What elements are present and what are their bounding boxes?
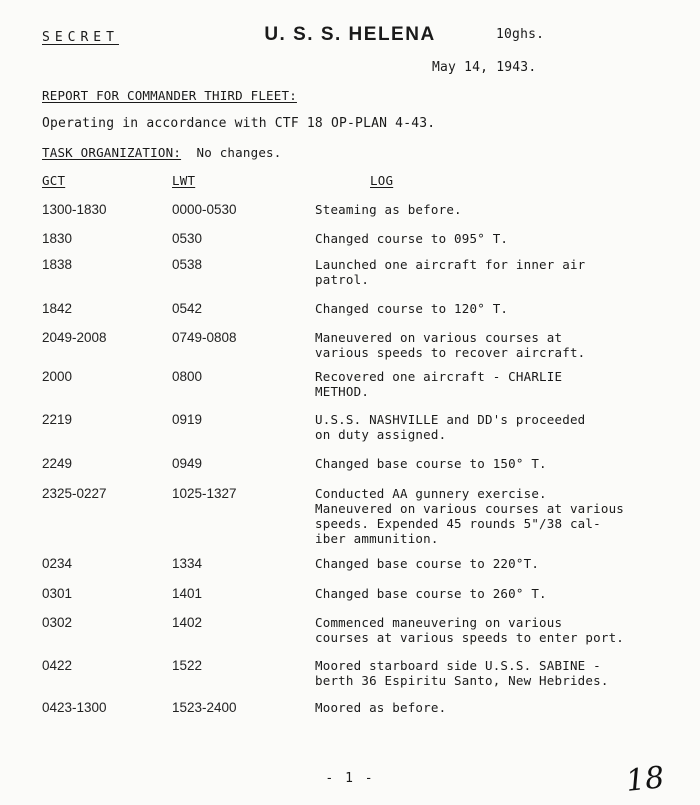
entry-gct-time: 2049-2008 xyxy=(42,330,107,345)
entry-gct-time: 0234 xyxy=(42,556,73,571)
entry-lwt-time: 1402 xyxy=(172,615,203,630)
ship-name-title: U. S. S. HELENA xyxy=(264,24,436,45)
entry-gct-time: 2000 xyxy=(42,369,73,384)
entry-gct-time: 1300-1830 xyxy=(42,202,107,217)
column-header-lwt: LWT xyxy=(172,173,196,188)
entry-lwt-time: 0000-0530 xyxy=(172,202,237,217)
task-organization-label: TASK ORGANIZATION: xyxy=(42,145,182,160)
entry-lwt-time: 0542 xyxy=(172,301,203,316)
entry-lwt-time: 0749-0808 xyxy=(172,330,237,345)
entry-log-text: U.S.S. NASHVILLE and DD's proceeded on duty assigned. xyxy=(315,412,586,442)
entry-log-text: Changed course to 095° T. xyxy=(315,231,509,246)
entry-lwt-time: 1523-2400 xyxy=(172,700,237,715)
entry-gct-time: 0301 xyxy=(42,586,73,601)
entry-log-text: Maneuvered on various courses at various speeds to recover aircraft. xyxy=(315,330,586,360)
entry-log-text: Changed base course to 150° T. xyxy=(315,456,547,471)
entry-lwt-time: 1401 xyxy=(172,586,203,601)
entry-lwt-time: 0538 xyxy=(172,257,203,272)
classification-marking: SECRET xyxy=(42,30,119,45)
task-organization-line xyxy=(42,145,282,160)
entry-log-text: Launched one aircraft for inner air patrol. xyxy=(315,257,586,287)
entry-log-text: Changed base course to 220°T. xyxy=(315,556,540,571)
entry-lwt-time: 0919 xyxy=(172,412,203,427)
entry-log-text: Recovered one aircraft - CHARLIE METHOD. xyxy=(315,369,563,399)
entry-gct-time: 0422 xyxy=(42,658,73,673)
handwritten-page-mark: 18 xyxy=(624,760,666,799)
report-date: May 14, 1943. xyxy=(432,60,537,75)
entry-log-text: Changed course to 120° T. xyxy=(315,301,509,316)
entry-lwt-time: 1522 xyxy=(172,658,203,673)
entry-gct-time: 1830 xyxy=(42,231,73,246)
report-recipient-heading: REPORT FOR COMMANDER THIRD FLEET: xyxy=(42,88,297,103)
entry-lwt-time: 0949 xyxy=(172,456,203,471)
entry-log-text: Changed base course to 260° T. xyxy=(315,586,547,601)
entry-gct-time: 0302 xyxy=(42,615,73,630)
entry-lwt-time: 1025-1327 xyxy=(172,486,237,501)
entry-gct-time: 0423-1300 xyxy=(42,700,107,715)
entry-log-text: Steaming as before. xyxy=(315,202,462,217)
entry-log-text: Conducted AA gunnery exercise. Maneuvered on various courses at various speeds. Expended 45 rounds 5"/38 cal- iber ammunition. xyxy=(315,486,625,546)
entry-gct-time: 2325-0227 xyxy=(42,486,107,501)
entry-lwt-time: 1334 xyxy=(172,556,203,571)
entry-lwt-time: 0800 xyxy=(172,369,203,384)
entry-gct-time: 2219 xyxy=(42,412,73,427)
entry-log-text: Commenced maneuvering on various courses at various speeds to enter port. xyxy=(315,615,625,645)
task-organization-value: No changes. xyxy=(196,145,282,160)
entry-gct-time: 1838 xyxy=(42,257,73,272)
entry-log-text: Moored starboard side U.S.S. SABINE - berth 36 Espiritu Santo, New Hebrides. xyxy=(315,658,609,688)
entry-gct-time: 2249 xyxy=(42,456,73,471)
page-number: - 1 - xyxy=(325,771,375,786)
copy-notation: 10ghs. xyxy=(496,27,545,42)
entry-gct-time: 1842 xyxy=(42,301,73,316)
column-header-gct: GCT xyxy=(42,173,66,188)
entry-log-text: Moored as before. xyxy=(315,700,447,715)
entry-lwt-time: 0530 xyxy=(172,231,203,246)
column-header-log: LOG xyxy=(370,173,394,188)
operating-statement: Operating in accordance with CTF 18 OP-PLAN 4-43. xyxy=(42,116,436,131)
